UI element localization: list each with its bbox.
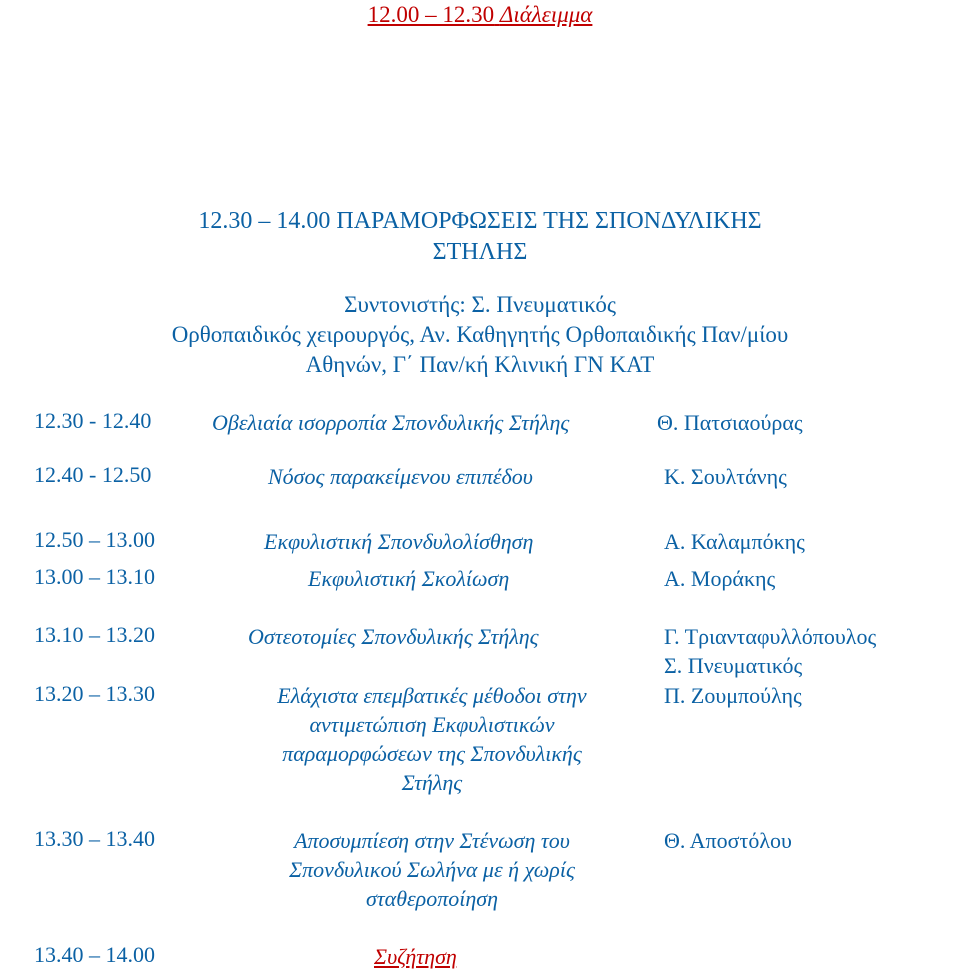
session-speaker: Α. Μοράκης	[664, 566, 776, 591]
session-time: 13.10 – 13.20	[34, 622, 155, 647]
session-topic-line: Σπονδυλικού Σωλήνα με ή χωρίς	[289, 857, 575, 882]
session-topic: Οβελιαία ισορροπία Σπονδυλικής Στήλης	[212, 410, 570, 435]
session-speaker: Γ. Τριανταφυλλόπουλος	[664, 624, 877, 649]
session-time: 13.00 – 13.10	[34, 564, 155, 589]
session-topic-line: Στήλης	[401, 770, 463, 795]
session-topic: Εκφυλιστική Σπονδυλολίσθηση	[264, 529, 534, 554]
coordinator-line1: Συντονιστής: Σ. Πνευματικός	[344, 292, 616, 317]
session-topic: Νόσος παρακείμενου επιπέδου	[268, 464, 533, 489]
section-title-line1: 12.30 – 14.00 ΠΑΡΑΜΟΡΦΩΣΕΙΣ ΤΗΣ ΣΠΟΝΔΥΛΙΚΗΣ	[198, 208, 762, 234]
session-topic	[232, 826, 632, 913]
session-topic: Οστεοτομίες Σπονδυλικής Στήλης	[248, 624, 539, 649]
session-speaker-2: Σ. Πνευματικός	[664, 653, 803, 678]
break-heading	[0, 2, 960, 28]
discussion-label: Συζήτηση	[374, 944, 457, 969]
session-speaker: Π. Ζουμπούλης	[664, 683, 802, 708]
session-topic-line: Ελάχιστα επεμβατικές μέθοδοι στην	[277, 683, 587, 708]
break-label: Διάλειμμα	[499, 2, 593, 27]
session-topic	[232, 681, 632, 797]
session-topic-line: Αποσυμπίεση στην Στένωση του	[294, 828, 570, 853]
session-topic-line: αντιμετώπιση Εκφυλιστικών	[309, 712, 555, 737]
session-speaker: Κ. Σουλτάνης	[664, 464, 787, 489]
session-time: 13.30 – 13.40	[34, 826, 155, 851]
session-speakers	[664, 622, 876, 680]
section-title-line2: ΣΤΗΛΗΣ	[432, 239, 528, 265]
coordinator-line3: Αθηνών, Γ΄ Παν/κή Κλινική ΓΝ ΚΑΤ	[305, 352, 655, 377]
coordinator-line2: Ορθοπαιδικός χειρουργός, Αν. Καθηγητής Ορθοπαιδικής Παν/μίου	[171, 322, 789, 347]
session-time: 13.20 – 13.30	[34, 681, 155, 706]
break-time: 12.00 – 12.30	[367, 2, 495, 27]
session-speaker: Θ. Πατσιαούρας	[657, 410, 803, 435]
coordinator-block	[0, 290, 960, 380]
session-time: 12.40 - 12.50	[34, 462, 152, 487]
session-speaker: Α. Καλαμπόκης	[664, 529, 805, 554]
session-topic-line: σταθεροποίηση	[365, 886, 499, 911]
session-topic: Εκφυλιστική Σκολίωση	[308, 566, 510, 591]
session-time: 12.50 – 13.00	[34, 527, 155, 552]
session-time: 13.40 – 14.00	[34, 942, 155, 967]
section-title	[0, 206, 960, 268]
session-speaker: Θ. Αποστόλου	[664, 828, 792, 853]
session-topic-line: παραμορφώσεων της Σπονδυλικής	[282, 741, 582, 766]
session-time: 12.30 - 12.40	[34, 408, 152, 433]
